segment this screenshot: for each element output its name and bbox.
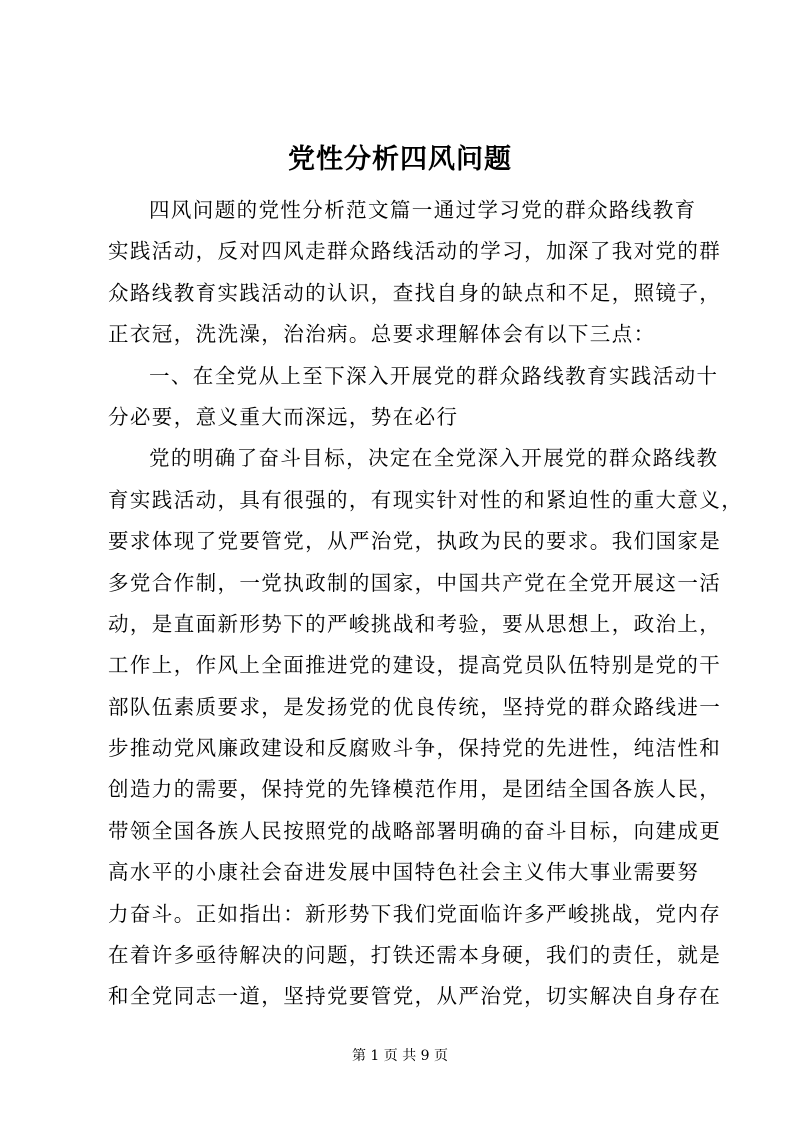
paragraph-line: 高水平的小康社会奋进发展中国特色社会主义伟大事业需要努: [108, 860, 700, 885]
paragraph-line: 动，是直面新形势下的严峻挑战和考验，要从思想上，政治上，: [108, 611, 722, 636]
document-title: 党性分析四风问题: [288, 144, 512, 175]
section-heading-line: 一、在全党从上至下深入开展党的群众路线教育实践活动十: [149, 363, 719, 388]
paragraph-line: 力奋斗。正如指出：新形势下我们党面临许多严峻挑战，党内存: [108, 901, 722, 926]
paragraph-line: 在着许多亟待解决的问题，打铁还需本身硬，我们的责任，就是: [108, 943, 722, 968]
paragraph-line: 和全党同志一道，坚持党要管党，从严治党，切实解决自身存在: [108, 984, 722, 1009]
paragraph-line: 多党合作制，一党执政制的国家，中国共产党在全党开展这一活: [108, 570, 722, 595]
paragraph-line: 步推动党风廉政建设和反腐败斗争，保持党的先进性，纯洁性和: [108, 736, 722, 761]
section-heading-line: 分必要，意义重大而深远，势在必行: [108, 404, 459, 429]
paragraph-line: 众路线教育实践活动的认识，查找自身的缺点和不足，照镜子，: [108, 280, 722, 305]
paragraph-line: 工作上，作风上全面推进党的建设，提高党员队伍特别是党的干: [108, 653, 722, 678]
paragraph-line: 部队伍素质要求，是发扬党的优良传统，坚持党的群众路线进一: [108, 694, 722, 719]
paragraph-line: 育实践活动，具有很强的，有现实针对性的和紧迫性的重大意义，: [108, 487, 744, 512]
paragraph-line: 党的明确了奋斗目标，决定在全党深入开展党的群众路线教: [149, 446, 719, 471]
paragraph-line: 实践活动，反对四风走群众路线活动的学习，加深了我对党的群: [108, 239, 722, 264]
document-body: [108, 190, 744, 1018]
paragraph-line: 要求体现了党要管党，从严治党，执政为民的要求。我们国家是: [108, 529, 722, 554]
paragraph-line: 正衣冠，洗洗澡，治治病。总要求理解体会有以下三点：: [108, 322, 656, 347]
paragraph-line: 四风问题的党性分析范文篇一通过学习党的群众路线教育: [149, 198, 697, 222]
paragraph-line: 创造力的需要，保持党的先锋模范作用，是团结全国各族人民，: [108, 777, 722, 802]
page-number-footer: 第 1 页 共 9 页: [351, 1048, 449, 1064]
paragraph-line: 带领全国各族人民按照党的战略部署明确的奋斗目标，向建成更: [108, 818, 722, 843]
